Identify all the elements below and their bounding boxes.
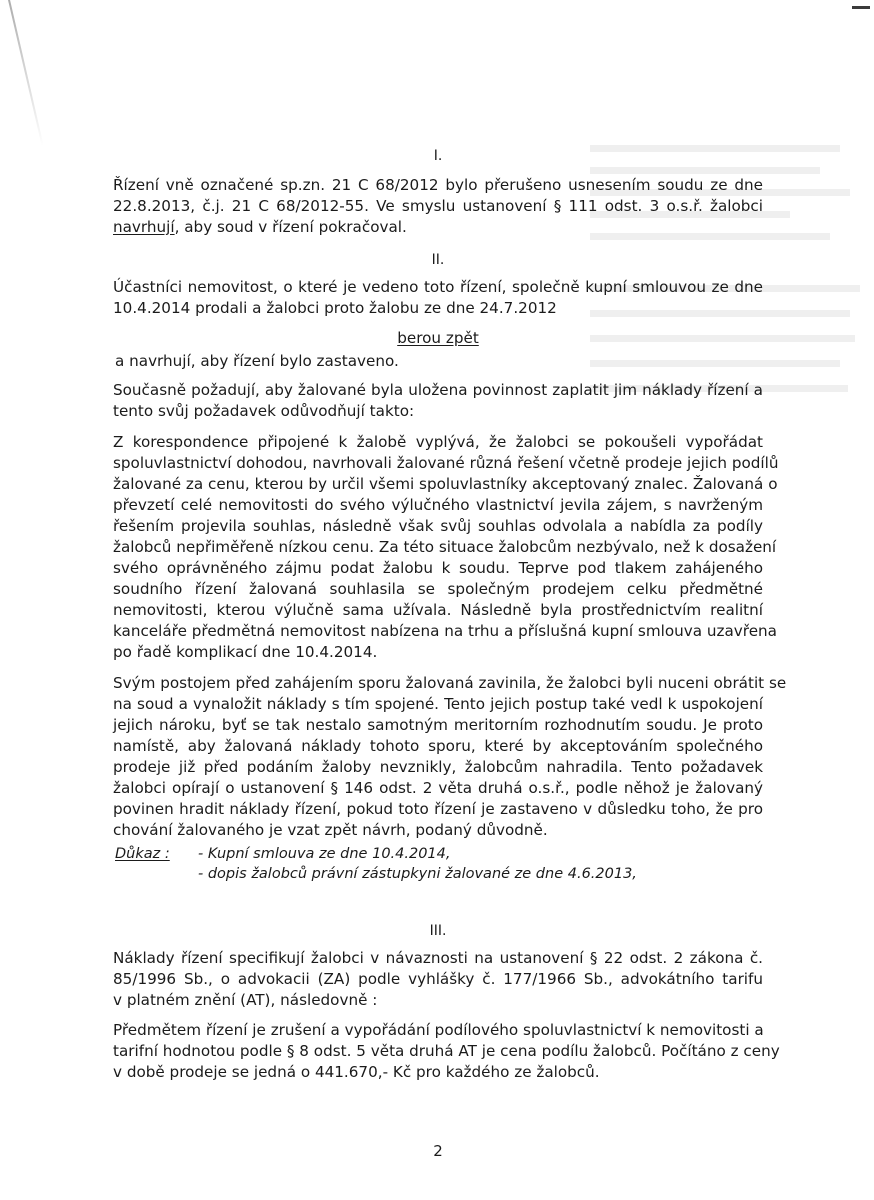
justification-line: převzetí celé nemovitosti do svého výlučného vlastnictví jevila zájem, s navrženým — [113, 496, 763, 514]
justification-line: po řadě komplikací dne 10.4.2014. — [113, 643, 378, 661]
evidence-item: - dopis žalobců právní zástupkyni žalované ze dne 4.6.2013, — [198, 866, 637, 882]
justification-line: nemovitosti, kterou výlučně sama užívala. Následně byla prostřednictvím realitní — [113, 601, 763, 619]
section-heading-2: II. — [431, 252, 445, 268]
subject-line: tarifní hodnotou podle § 8 odst. 5 věta druhá AT je cena podílu žalobců. Počítáno z ceny — [113, 1042, 780, 1060]
justification-line: žalované za cenu, kterou by určil všemi spoluvlastníky akceptovaný znalec. Žalovaná o — [113, 475, 778, 493]
conduct-line: namístě, aby žalovaná náklady tohoto sporu, které by akceptováním společného — [113, 737, 763, 755]
subject-line: Předmětem řízení je zrušení a vypořádání podílového spoluvlastnictví k nemovitosti a — [113, 1021, 764, 1039]
costs-request-line: Současně požadují, aby žalované byla uložena povinnost zaplatit jim náklady řízení a — [113, 381, 763, 399]
justification-line: spoluvlastnictví dohodou, navrhovali žalované různá řešení včetně prodeje jejich podílů — [113, 454, 779, 472]
conduct-line: Svým postojem před zahájením sporu žalovaná zavinila, že žalobci byli nuceni obrátit se — [113, 674, 787, 692]
justification-line: svého oprávněného zájmu podat žalobu k soudu. Teprve pod tlakem zahájeného — [113, 559, 763, 577]
justification-line: řešením projevila souhlas, následně však svůj souhlas odvolala a nabídla za podíly — [113, 517, 763, 535]
conduct-line: prodeje již před podáním žaloby nevznikly, žalobcům nahradila. Tento požadavek — [113, 758, 763, 776]
section-1-line: Řízení vně označené sp.zn. 21 C 68/2012 bylo přerušeno usnesením soudu ze dne — [113, 176, 763, 194]
conduct-line: žalobci opírají o ustanovení § 146 odst. 2 věta druhá o.s.ř., podle něhož je žalovaný — [113, 779, 763, 797]
stop-proceedings-proposal: a navrhují, aby řízení bylo zastaveno. — [115, 352, 399, 370]
section-heading-1: I. — [433, 148, 443, 164]
section-1-line-rest: , aby soud v řízení pokračoval. — [174, 218, 407, 236]
section-1-line — [113, 218, 763, 237]
conduct-line: povinen hradit náklady řízení, pokud toto řízení je zastaveno v důsledku toho, že pro — [113, 800, 763, 818]
scan-corner-mark — [852, 6, 870, 9]
underlined-word: navrhují — [113, 218, 175, 236]
scan-edge-shadow — [8, 0, 44, 146]
withdraw-text: berou zpět — [397, 329, 479, 347]
specification-line: v platném znění (AT), následovně : — [113, 991, 378, 1009]
section-2-intro-line: 10.4.2014 prodali a žalobci proto žalobu ze dne 24.7.2012 — [113, 299, 557, 317]
justification-line: kanceláře předmětná nemovitost nabízena na trhu a příslušná kupní smlouva uzavřena — [113, 622, 777, 640]
evidence-item: - Kupní smlouva ze dne 10.4.2014, — [198, 846, 451, 862]
withdraw-statement — [113, 329, 763, 348]
evidence-label: Důkaz : — [115, 846, 170, 862]
section-heading-3: III. — [429, 923, 447, 939]
specification-line: Náklady řízení specifikují žalobci v návaznosti na ustanovení § 22 odst. 2 zákona č. — [113, 949, 763, 967]
conduct-line: jejich nároku, byť se tak nestalo samotným meritorním rozhodnutím soudu. Je proto — [113, 716, 763, 734]
conduct-line: chování žalovaného je vzat zpět návrh, podaný důvodně. — [113, 821, 548, 839]
page-number: 2 — [433, 1142, 443, 1160]
specification-line: 85/1996 Sb., o advokacii (ZA) podle vyhlášky č. 177/1966 Sb., advokátního tarifu — [113, 970, 763, 988]
section-2-intro-line: Účastníci nemovitost, o které je vedeno toto řízení, společně kupní smlouvou ze dne — [113, 278, 763, 296]
section-1-line: 22.8.2013, č.j. 21 C 68/2012-55. Ve smyslu ustanovení § 111 odst. 3 o.s.ř. žalobci — [113, 197, 763, 215]
subject-line: v době prodeje se jedná o 441.670,- Kč pro každého ze žalobců. — [113, 1063, 600, 1081]
costs-request-line: tento svůj požadavek odůvodňují takto: — [113, 402, 415, 420]
justification-line: soudního řízení žalovaná souhlasila se společným prodejem celku předmětné — [113, 580, 763, 598]
justification-line: Z korespondence připojené k žalobě vyplývá, že žalobci se pokoušeli vypořádat — [113, 433, 763, 451]
justification-line: žalobců nepřiměřeně nízkou cenu. Za této situace žalobcům nezbývalo, než k dosažení — [113, 538, 777, 556]
conduct-line: na soud a vynaložit náklady s tím spojené. Tento jejich postup také vedl k uspokojení — [113, 695, 763, 713]
